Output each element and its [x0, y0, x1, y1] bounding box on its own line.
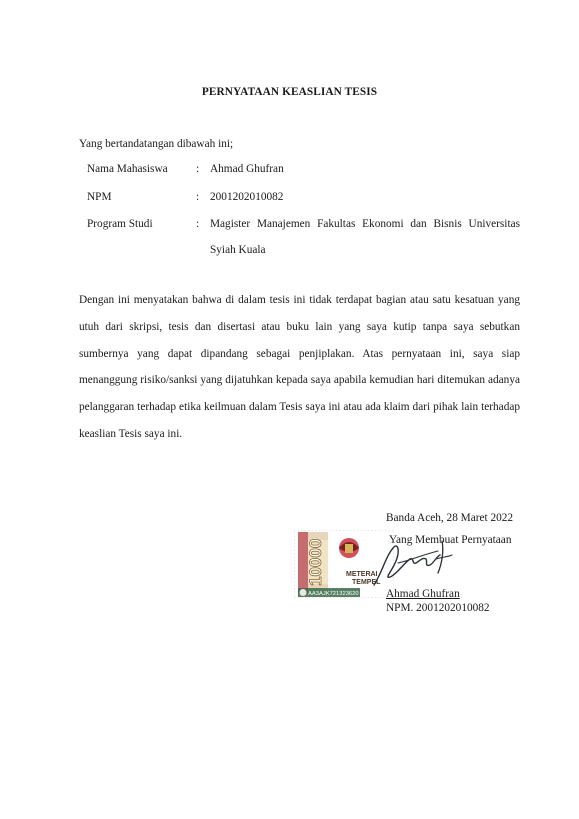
- field-value-program: Magister Manajemen Fakultas Ekonomi dan Bisnis Universitas Syiah Kuala: [210, 218, 520, 256]
- place-date: Banda Aceh, 28 Maret 2022: [386, 512, 514, 524]
- document-title: PERNYATAAN KEASLIAN TESIS: [201, 86, 378, 98]
- statement-paragraph: Dengan ini menyatakan bahwa di dalam tesis ini tidak terdapat bagian atau satu kesatuan yang utuh dari skripsi, tesis dan disertasi atau buku lain yang saya kutip tanpa saya sebutkan sumbernya yang dapat dipandang sebagai penjiplakan. Atas pernyataan ini, saya siap menanggung risiko/sanksi yang dijatuhkan kepada saya apabila kemudian hari ditemukan adanya pelanggaran terhadap etika keilmuan dalam Tesis saya ini atau ada klaim dari pihak lain terhadap keaslian Tesis saya ini.: [79, 294, 520, 440]
- garuda-emblem-icon: [339, 538, 359, 558]
- field-value-name: Ahmad Ghufran: [210, 163, 284, 175]
- field-colon: :: [196, 191, 200, 203]
- intro-text: Yang bertandatangan dibawah ini;: [79, 138, 234, 150]
- signer-name: Ahmad Ghufran: [386, 588, 460, 600]
- svg-text:METERAI: METERAI: [346, 571, 378, 578]
- signer-npm: NPM. 2001202010082: [386, 602, 490, 614]
- stamp-value-text: 10000: [306, 538, 325, 586]
- signer-role: Yang Membuat Pernyataan: [389, 534, 512, 546]
- field-label-program: Program Studi: [87, 218, 153, 230]
- field-colon: :: [196, 163, 200, 175]
- stamp-serial: AA3AJK721323620: [308, 591, 359, 597]
- svg-text:TEMPEL: TEMPEL: [352, 579, 381, 586]
- field-value-npm: 2001202010082: [210, 191, 284, 203]
- field-label-name: Nama Mahasiswa: [87, 163, 168, 175]
- handwritten-signature-icon: [364, 533, 464, 593]
- field-label-npm: NPM: [87, 191, 112, 203]
- field-colon: :: [196, 218, 200, 230]
